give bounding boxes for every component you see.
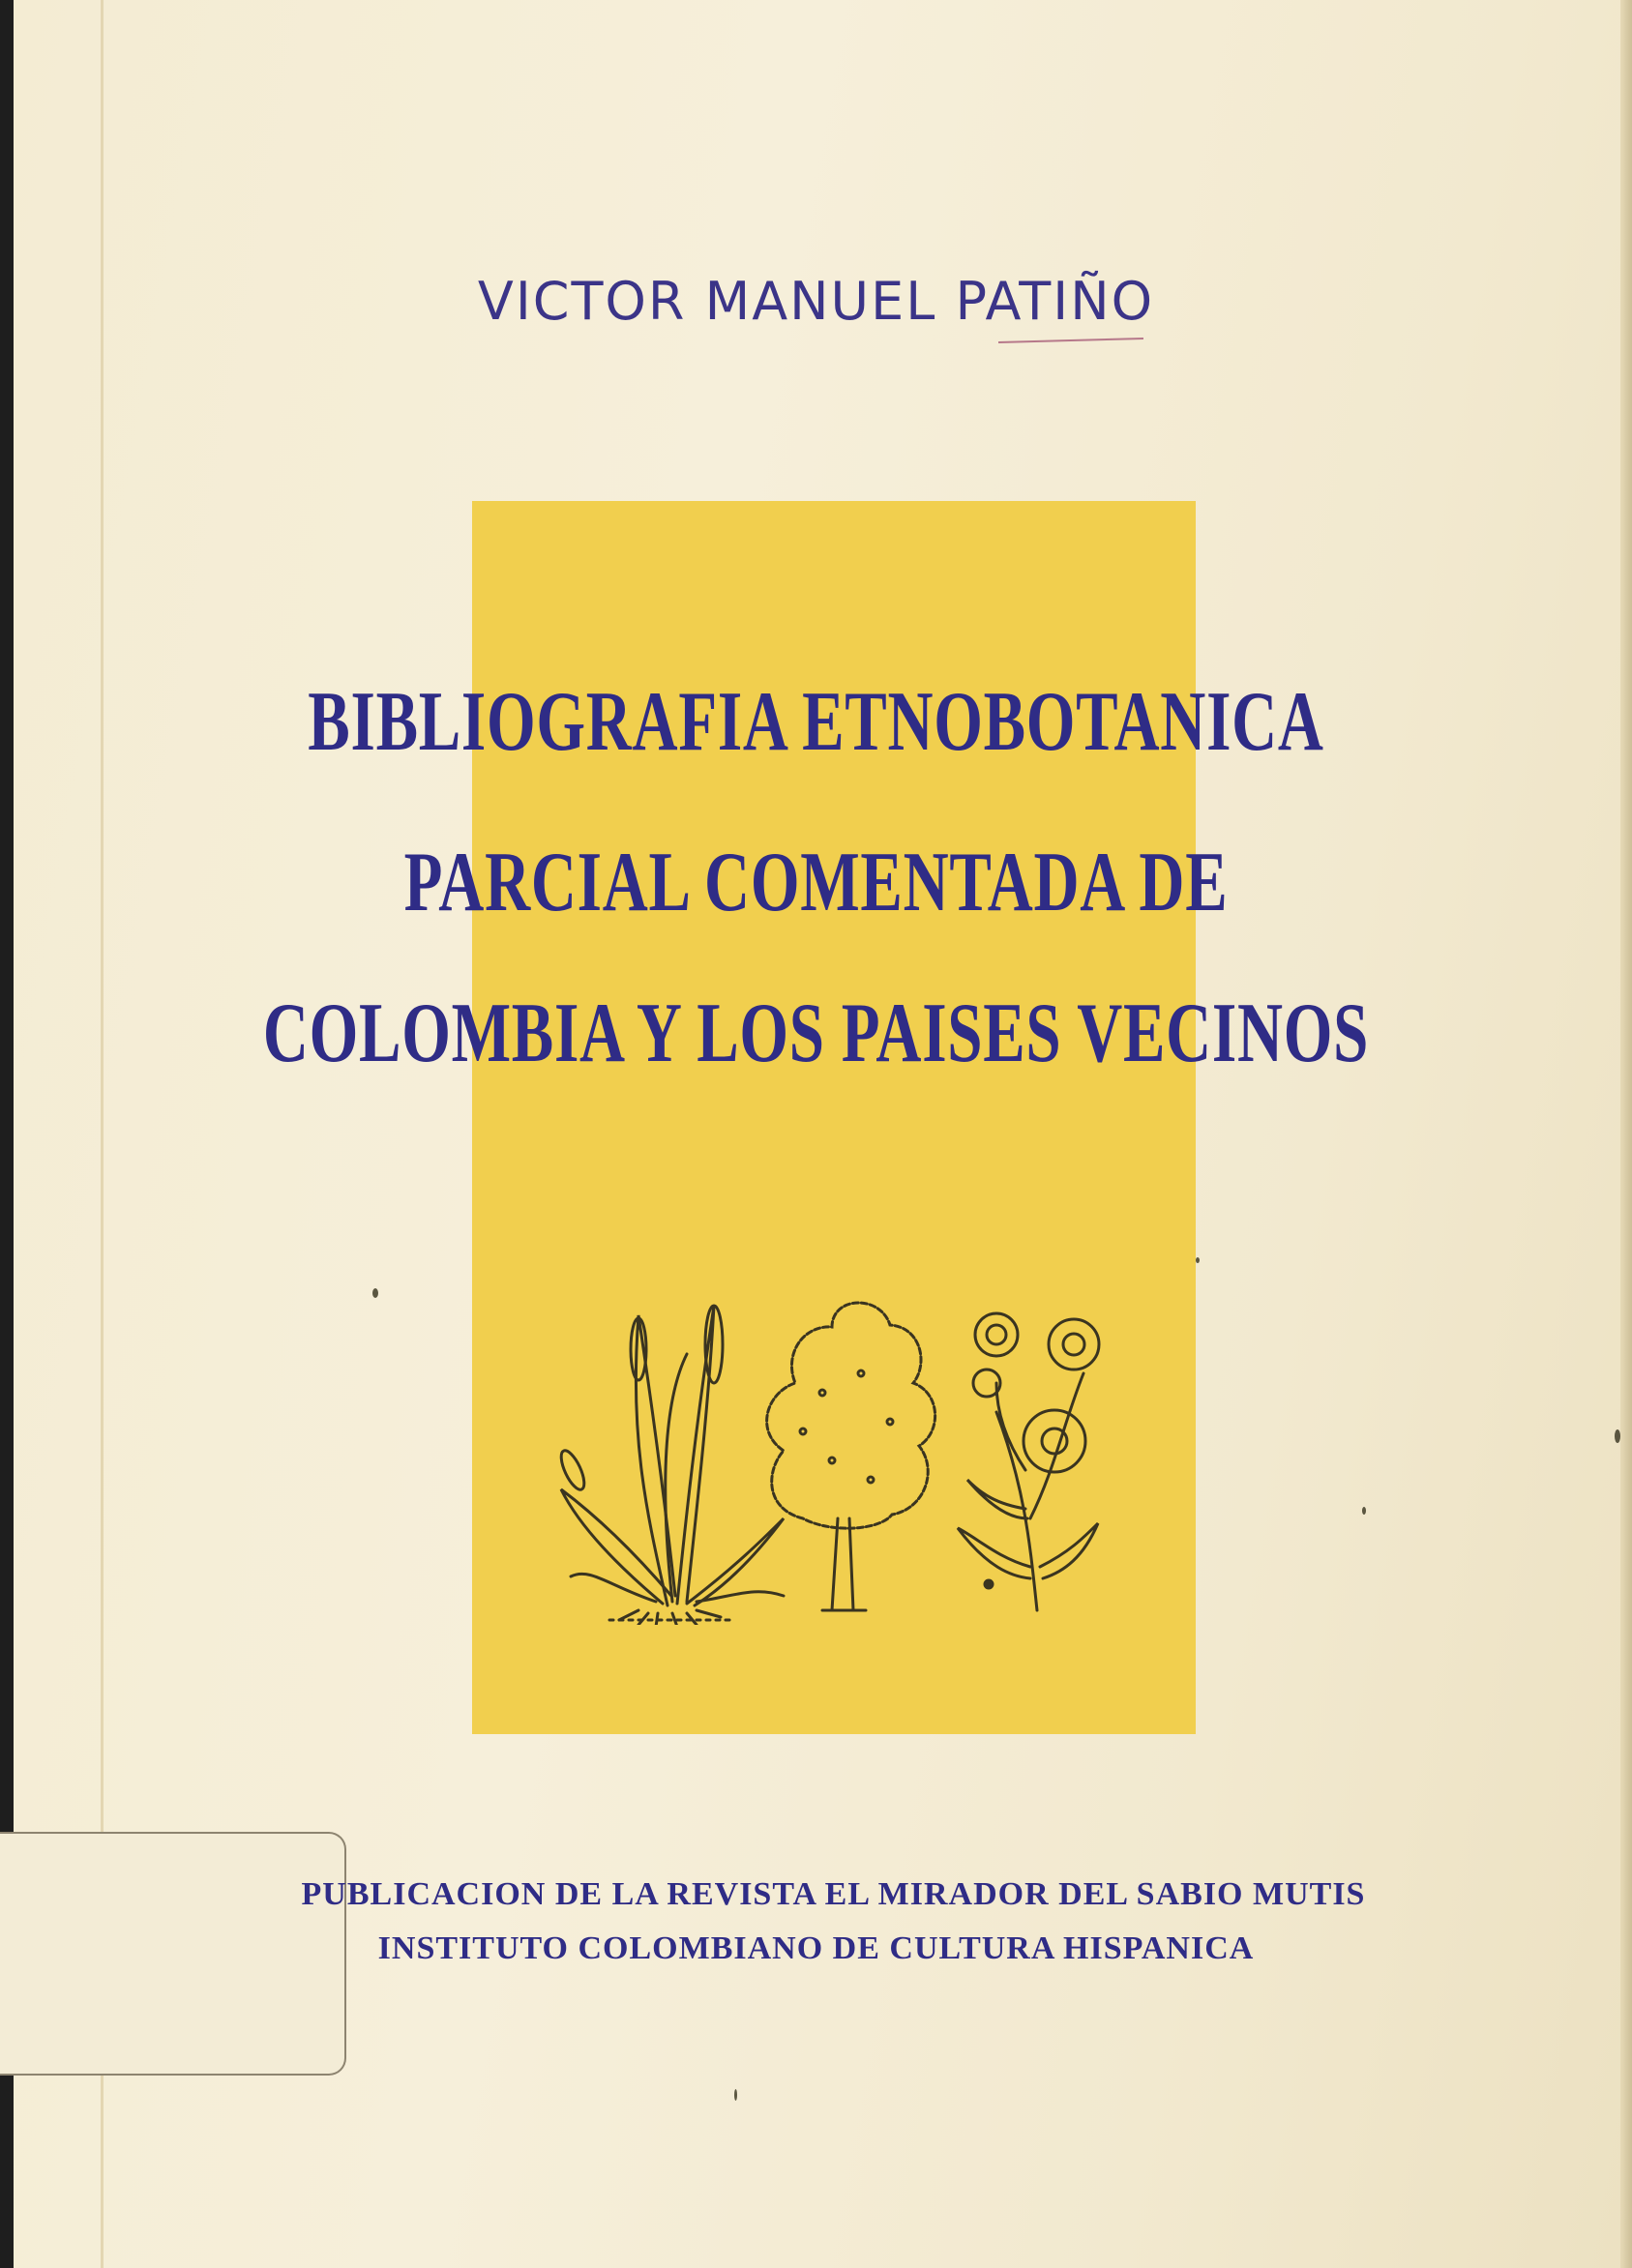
plant-illustration <box>542 1277 1122 1625</box>
author-name: VICTOR MANUEL PATIÑO <box>477 271 1155 332</box>
publisher-line-1: PUBLICACION DE LA REVISTA EL MIRADOR DEL SABIO MUTIS <box>301 1876 1366 1912</box>
tree-icon <box>767 1303 935 1610</box>
flowering-plant-icon <box>958 1313 1099 1610</box>
ink-speck <box>1362 1507 1366 1515</box>
ink-speck <box>1196 1257 1200 1263</box>
ink-speck <box>1615 1429 1620 1443</box>
title-line-3: COLOMBIA Y LOS PAISES VECINOS <box>262 987 1370 1080</box>
grass-plant-icon <box>556 1306 784 1625</box>
page-edge <box>1620 0 1632 2268</box>
title-line-2: PARCIAL COMENTADA DE <box>403 836 1229 929</box>
title-line-1: BIBLIOGRAFIA ETNOBOTANICA <box>308 675 1324 769</box>
ink-speck <box>372 1288 378 1298</box>
ink-speck <box>734 2089 737 2101</box>
publisher-line-2: INSTITUTO COLOMBIANO DE CULTURA HISPANICA <box>377 1930 1255 1966</box>
